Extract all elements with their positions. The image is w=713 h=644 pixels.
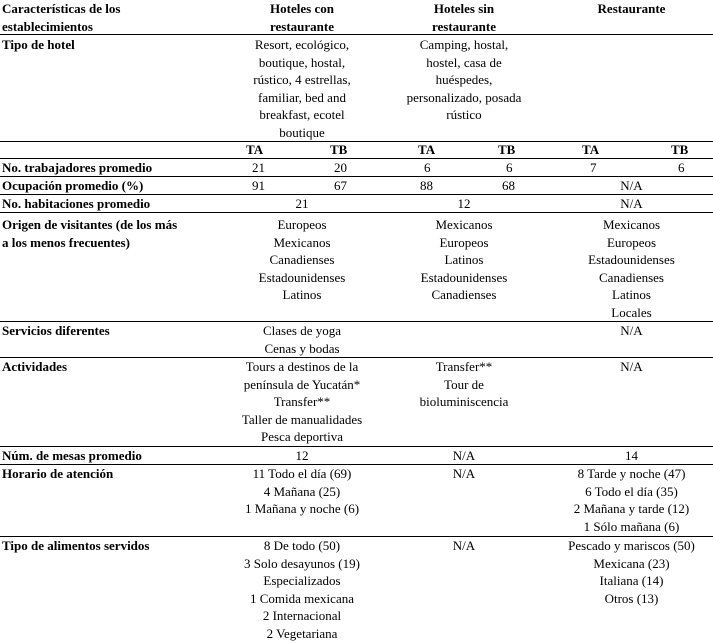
tb-label-rest: TB — [671, 142, 689, 157]
trabajadores-rest-tb: 6 — [678, 160, 685, 175]
ta-label-rest: TA — [582, 142, 600, 157]
ta-label-con: TA — [246, 142, 264, 157]
horario-sin: N/A — [452, 466, 476, 481]
habitaciones-con: 21 — [295, 196, 309, 211]
trabajadores-sin-tb: 6 — [506, 160, 513, 175]
origen-sin: Mexicanos Europeos Latinos Estadounidenses Canadienses — [420, 217, 508, 302]
label-mesas: Núm. de mesas promedio — [2, 448, 142, 463]
mesas-con: 12 — [295, 448, 309, 463]
label-habitaciones: No. habitaciones promedio — [2, 196, 151, 211]
tipo-hotel-sin: Camping, hostal, hostel, casa de huéspedes, personalizado, posada rústico — [406, 37, 522, 122]
actividades-sin: Transfer** Tour de bioluminiscencia — [419, 359, 509, 409]
ocupacion-sin-ta: 88 — [420, 178, 433, 193]
label-horario: Horario de atención — [2, 466, 114, 481]
origen-con: Europeos Mexicanos Canadienses Estadounidenses Latinos — [258, 217, 346, 302]
tipo-hotel-con: Resort, ecológico, boutique, hostal, rústico, 4 estrellas, familiar, bed and breakfast, ecotel boutique — [253, 37, 351, 140]
ta-label-sin: TA — [418, 142, 436, 157]
servicios-rest: N/A — [620, 323, 643, 338]
trabajadores-con-tb: 20 — [334, 160, 347, 175]
label-servicios: Servicios diferentes — [2, 323, 110, 338]
trabajadores-con-ta: 21 — [252, 160, 265, 175]
habitaciones-sin: 12 — [457, 196, 471, 211]
label-trabajadores: No. trabajadores promedio — [2, 160, 153, 175]
label-origen: Origen de visitantes (de los más a los menos frecuentes) — [2, 217, 178, 250]
ocupacion-rest: N/A — [620, 178, 643, 193]
ocupacion-con-tb: 67 — [334, 178, 347, 193]
label-actividades: Actividades — [2, 359, 67, 374]
alimentos-con: 8 De todo (50) 3 Solo desayunos (19) Especializados 1 Comida mexicana 2 Internacional 2 Vegetariana — [244, 538, 360, 641]
label-tipo-hotel: Tipo de hotel — [2, 37, 75, 52]
ocupacion-con-ta: 91 — [252, 178, 265, 193]
rule-tipo-bottom — [0, 141, 713, 142]
habitaciones-rest: N/A — [620, 196, 643, 211]
label-alimentos: Tipo de alimentos servidos — [2, 538, 150, 553]
tb-label-con: TB — [330, 142, 348, 157]
label-ocupacion: Ocupación promedio (%) — [2, 178, 144, 193]
mesas-sin: N/A — [452, 448, 476, 463]
header-hotels-with-restaurant: Hoteles con restaurante — [269, 1, 335, 34]
origen-rest: Mexicanos Europeos Estadounidenses Canadienses Latinos Locales — [588, 217, 675, 320]
trabajadores-rest-ta: 7 — [590, 160, 597, 175]
actividades-rest: N/A — [620, 359, 643, 374]
mesas-rest: 14 — [625, 448, 638, 463]
ocupacion-sin-tb: 68 — [502, 178, 515, 193]
header-hotels-without-restaurant: Hoteles sin restaurante — [431, 1, 497, 34]
actividades-con: Tours a destinos de la península de Yucatán* Transfer** Taller de manualidades Pesca deportiva — [241, 359, 363, 444]
header-restaurant: Restaurante — [597, 1, 666, 16]
horario-con: 11 Todo el día (69) 4 Mañana (25) 1 Mañana y noche (6) — [244, 466, 360, 516]
horario-rest: 8 Tarde y noche (47) 6 Todo el día (35) 2 Mañana y tarde (12) 1 Sólo mañana (6) — [573, 466, 690, 534]
trabajadores-sin-ta: 6 — [424, 160, 431, 175]
alimentos-sin: N/A — [452, 538, 476, 553]
tb-label-sin: TB — [498, 142, 516, 157]
header-characteristics: Características de los establecimientos — [2, 1, 121, 34]
alimentos-rest: Pescado y mariscos (50) Mexicana (23) Italiana (14) Otros (13) — [568, 538, 695, 606]
servicios-con: Clases de yoga Cenas y bodas — [263, 323, 341, 356]
